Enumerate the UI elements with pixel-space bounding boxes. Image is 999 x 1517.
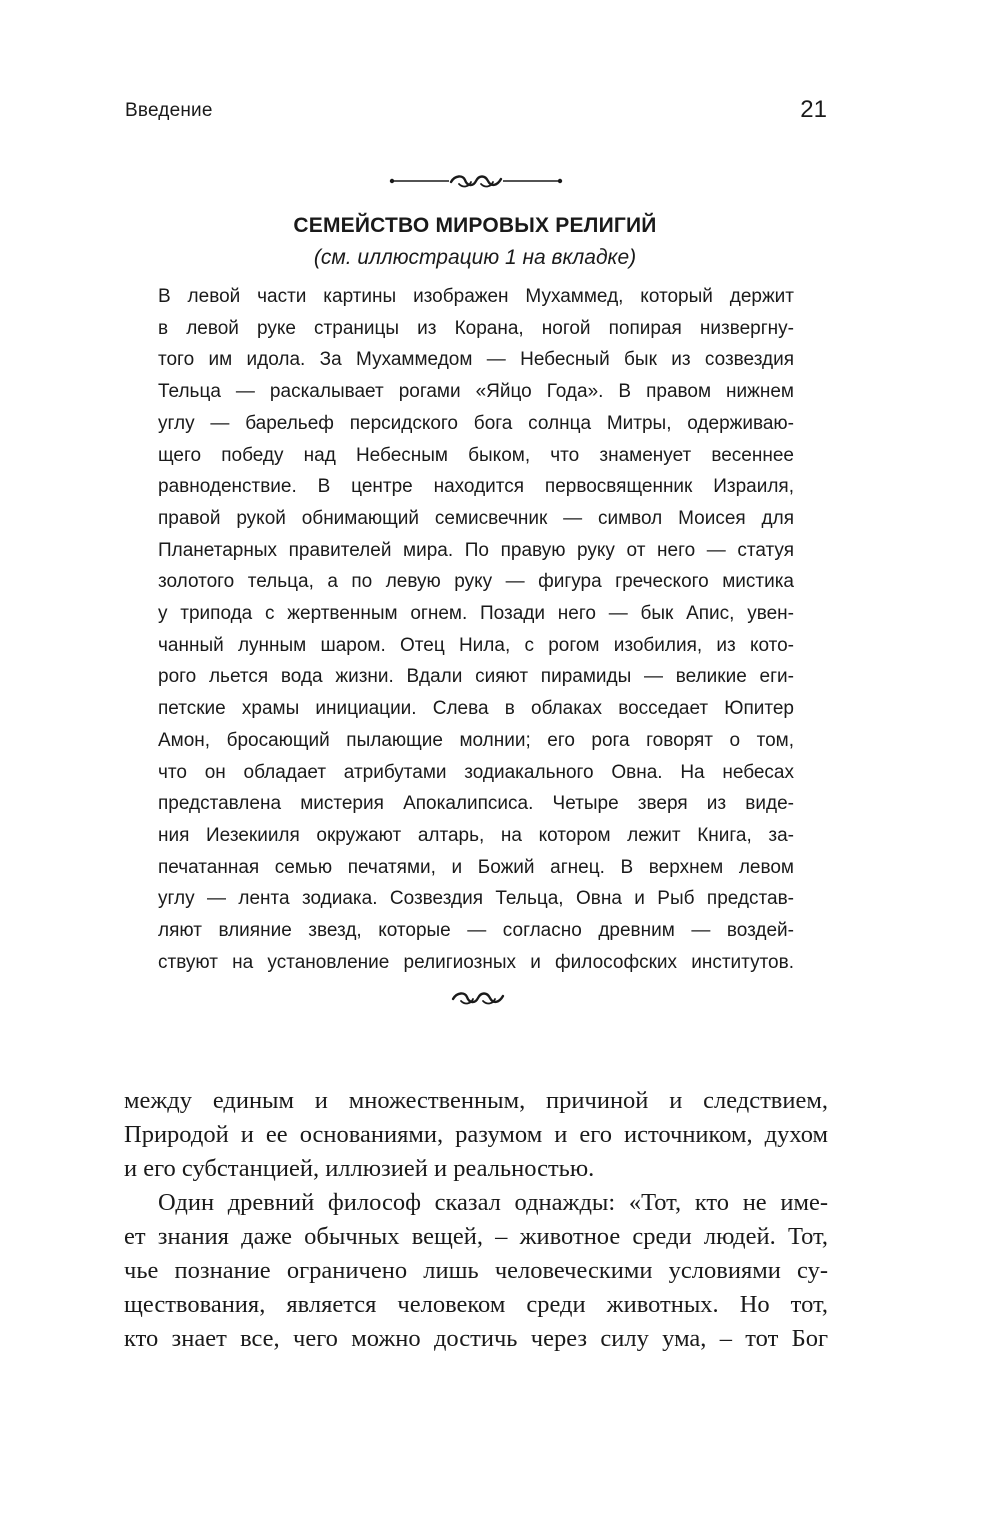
sidebar-line: золотого тельца, а по левую руку — фигура греческого мистика: [158, 571, 794, 593]
flourish-divider-icon: [389, 170, 563, 192]
body-line: кто знает все, чего можно достичь через силу ума, – тот Бог: [124, 1325, 828, 1352]
sidebar-line: правой рукой обнимающий семисвечник — символ Моисея для: [158, 507, 794, 529]
body-line: ет знания даже обычных вещей, – животное среди людей. Тот,: [124, 1223, 828, 1250]
sidebar-caption-text: [158, 281, 794, 978]
sidebar-line: представлена мистерия Апокалипсиса. Четыре зверя из виде-: [158, 793, 794, 815]
sidebar-line: чанный лунным шаром. Отец Нила, с рогом изобилия, из кото-: [158, 634, 794, 656]
sidebar-line: того им идола. За Мухаммедом — Небесный бык из созвездия: [158, 349, 794, 371]
sidebar-line: ляют влияние звезд, которые — согласно древним — воздей-: [158, 920, 794, 942]
sidebar-line: что он обладает атрибутами зодиакального Овна. На небесах: [158, 761, 794, 783]
body-line: Природой и ее основаниями, разумом и его источником, духом: [124, 1121, 828, 1148]
sidebar-line: Амон, бросающий пылающие молнии; его рога говорят о том,: [158, 729, 794, 751]
sidebar-line: углу — лента зодиака. Созвездия Тельца, Овна и Рыб представ-: [158, 888, 794, 910]
sidebar-line: Тельца — раскалывает рогами «Яйцо Года». В правом нижнем: [158, 381, 794, 403]
sidebar-line: в левой руке страницы из Корана, ногой попирая низвергну-: [158, 317, 794, 339]
sidebar-line: Планетарных правителей мира. По правую руку от него — статуя: [158, 539, 794, 561]
body-line: между единым и множественным, причиной и следствием,: [124, 1087, 828, 1114]
sidebar-line: углу — барельеф персидского бога солнца Митры, одерживаю-: [158, 412, 794, 434]
main-body-text: [124, 1084, 828, 1356]
sidebar-line: печатанная семью печатями, и Божий агнец. В верхнем левом: [158, 856, 794, 878]
body-line: и его субстанцией, иллюзией и реальностью.: [124, 1155, 595, 1182]
sidebar-subtitle: (см. иллюстрацию 1 на вкладке): [313, 246, 637, 269]
sidebar-title: СЕМЕЙСТВО МИРОВЫХ РЕЛИГИЙ: [293, 214, 657, 237]
sidebar-line: у трипода с жертвенным огнем. Позади него — бык Апис, увен-: [158, 603, 794, 625]
sidebar-line: петские храмы инициации. Слева в облаках восседает Юпитер: [158, 698, 794, 720]
body-line: Один древний философ сказал однажды: «Тот, кто не име-: [158, 1189, 828, 1216]
running-head: Введение: [125, 100, 213, 121]
body-line: ществования, является человеком среди животных. Но тот,: [124, 1291, 828, 1318]
page-number: 21: [800, 96, 827, 123]
sidebar-line: ствуют на установление религиозных и философских институтов.: [158, 951, 794, 973]
sidebar-line: щего победу над Небесным быком, что знаменует весеннее: [158, 444, 794, 466]
sidebar-line: В левой части картины изображен Мухаммед, который держит: [158, 286, 794, 307]
flourish-icon: [447, 987, 507, 1009]
sidebar-line: равноденствие. В центре находится первосвященник Израиля,: [158, 476, 794, 498]
body-line: чье познание ограничено лишь человеческими условиями су-: [124, 1257, 828, 1284]
sidebar-line: рого льется вода жизни. Вдали сияют пирамиды — великие еги-: [158, 666, 794, 688]
sidebar-line: ния Иезекииля окружают алтарь, на котором лежит Книга, за-: [158, 824, 794, 846]
